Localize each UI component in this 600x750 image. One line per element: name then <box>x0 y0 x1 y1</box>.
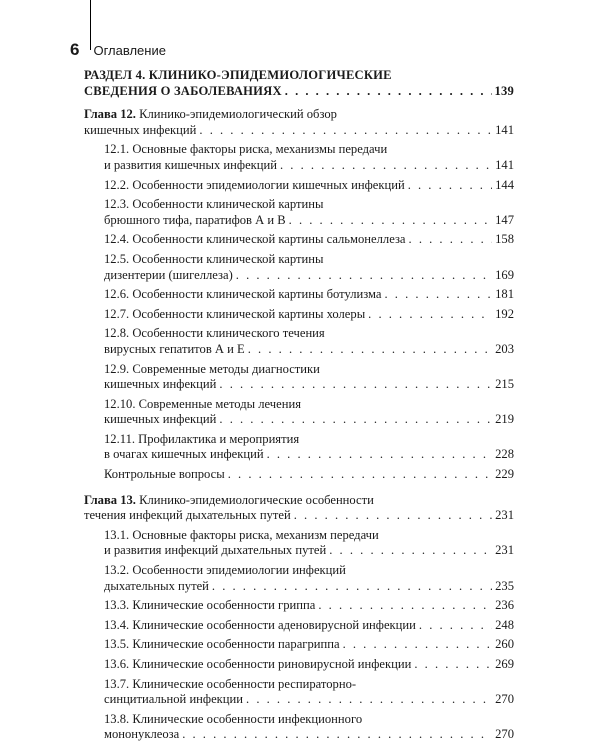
item-title: 12.7. Особенности клинической картины холеры <box>104 306 366 321</box>
item-title-cont: дизентерии (шигеллеза) <box>104 267 233 282</box>
item-title: 12.3. Особенности клинической картины <box>104 197 324 212</box>
table-of-contents <box>84 68 514 743</box>
chapter-label: Глава 13. <box>84 492 136 507</box>
dot-leader <box>368 307 492 323</box>
chapter-page: 231 <box>495 508 514 523</box>
chapter-title-cont: кишечных инфекций <box>84 122 197 137</box>
item-title: 13.8. Клинические особенности инфекционного <box>104 711 363 726</box>
item-title-cont: мононуклеоза <box>104 727 180 742</box>
running-title: Оглавление <box>93 43 166 58</box>
dot-leader <box>318 598 492 614</box>
item-title-cont: и развития инфекций дыхательных путей <box>104 543 327 558</box>
item-title-cont: синцитиальной инфекции <box>104 692 244 707</box>
item-title: 13.3. Клинические особенности гриппа <box>104 598 316 613</box>
item-page: 270 <box>495 727 514 742</box>
toc-item <box>84 637 514 653</box>
dot-leader <box>199 123 492 139</box>
toc-item <box>84 326 514 357</box>
item-page: 269 <box>495 657 514 671</box>
toc-item <box>84 362 514 393</box>
toc-chapter <box>84 493 514 524</box>
item-title: 12.5. Особенности клинической картины <box>104 251 324 266</box>
item-title: 13.4. Клинические особенности аденовирусной инфекции <box>104 617 416 632</box>
dot-leader <box>236 268 492 284</box>
dot-leader <box>182 727 492 743</box>
item-title-cont: в очагах кишечных инфекций <box>104 447 264 462</box>
dot-leader <box>212 579 492 595</box>
item-title: Контрольные вопросы <box>104 467 225 482</box>
dot-leader <box>219 412 492 428</box>
toc-item <box>84 287 514 303</box>
dot-leader <box>228 467 492 483</box>
toc-item <box>84 598 514 614</box>
dot-leader <box>289 213 492 229</box>
toc-item <box>84 528 514 559</box>
item-title-cont: дыхательных путей <box>104 578 209 593</box>
dot-leader <box>414 657 492 673</box>
chapter-title-cont: течения инфекций дыхательных путей <box>84 508 291 523</box>
item-title: 12.9. Современные методы диагностики <box>104 361 320 376</box>
toc-item <box>84 232 514 248</box>
chapter-title: Клинико-эпидемиологический обзор <box>139 107 337 122</box>
dot-leader <box>294 508 492 524</box>
item-title: 12.8. Особенности клинического течения <box>104 326 325 341</box>
dot-leader <box>280 158 492 174</box>
item-page: 147 <box>495 212 514 227</box>
item-title-cont: и развития кишечных инфекций <box>104 157 277 172</box>
toc-item <box>84 677 514 708</box>
toc-chapter <box>84 107 514 138</box>
item-title-cont: вирусных гепатитов А и Е <box>104 341 245 356</box>
item-page: 215 <box>495 377 514 392</box>
item-page: 260 <box>495 637 514 652</box>
item-title: 12.11. Профилактика и мероприятия <box>104 431 300 446</box>
dot-leader <box>246 692 492 708</box>
dot-leader <box>408 178 492 194</box>
toc-item <box>84 657 514 673</box>
item-title: 13.6. Клинические особенности риновирусной инфекции <box>104 657 412 671</box>
toc-item <box>84 252 514 283</box>
item-page: 248 <box>495 617 514 632</box>
section-title-line1: РАЗДЕЛ 4. КЛИНИКО-ЭПИДЕМИОЛОГИЧЕСКИЕ <box>84 68 392 82</box>
item-page: 270 <box>495 692 514 707</box>
chapter-title: Клинико-эпидемиологические особенности <box>139 492 374 507</box>
dot-leader <box>285 84 492 100</box>
toc-item <box>84 712 514 743</box>
toc-item <box>84 618 514 634</box>
item-page: 203 <box>495 341 514 356</box>
running-header <box>70 40 166 60</box>
item-title: 13.7. Клинические особенности респираторно- <box>104 676 357 691</box>
dot-leader <box>409 232 493 248</box>
item-page: 181 <box>495 287 514 302</box>
item-title: 12.6. Особенности клинической картины ботулизма <box>104 287 382 302</box>
toc-item <box>84 307 514 323</box>
item-title: 12.2. Особенности эпидемиологии кишечных инфекций <box>104 177 405 192</box>
chapter-label: Глава 12. <box>84 107 136 122</box>
item-page: 141 <box>495 157 514 172</box>
section-title-line2: СВЕДЕНИЯ О ЗАБОЛЕВАНИЯХ <box>84 83 282 98</box>
dot-leader <box>329 543 492 559</box>
item-page: 144 <box>495 177 514 192</box>
item-page: 192 <box>495 306 514 321</box>
toc-item <box>84 467 514 483</box>
item-page: 231 <box>495 543 514 558</box>
item-title: 12.4. Особенности клинической картины сальмонеллеза <box>104 232 406 247</box>
toc-item <box>84 142 514 173</box>
toc-section <box>84 68 514 99</box>
item-title: 12.10. Современные методы лечения <box>104 396 302 411</box>
dot-leader <box>343 637 493 653</box>
item-title-cont: брюшного тифа, паратифов А и В <box>104 212 286 227</box>
toc-item <box>84 432 514 463</box>
dot-leader <box>267 447 493 463</box>
dot-leader <box>248 342 492 358</box>
item-title-cont: кишечных инфекций <box>104 377 217 392</box>
dot-leader <box>219 377 492 393</box>
toc-item <box>84 397 514 428</box>
item-title: 13.2. Особенности эпидемиологии инфекций <box>104 563 346 578</box>
dot-leader <box>419 618 492 634</box>
item-title-cont: кишечных инфекций <box>104 412 217 427</box>
item-page: 158 <box>495 232 514 247</box>
toc-item <box>84 563 514 594</box>
dot-leader <box>385 287 493 303</box>
toc-item <box>84 197 514 228</box>
section-page: 139 <box>494 83 514 98</box>
page-number: 6 <box>70 40 80 59</box>
toc-item <box>84 178 514 194</box>
item-page: 219 <box>495 412 514 427</box>
item-title: 13.1. Основные факторы риска, механизм передачи <box>104 527 379 542</box>
item-page: 228 <box>495 447 514 462</box>
item-page: 169 <box>495 267 514 282</box>
item-title: 12.1. Основные факторы риска, механизмы передачи <box>104 142 388 157</box>
item-page: 235 <box>495 578 514 593</box>
item-page: 229 <box>495 467 514 482</box>
chapter-page: 141 <box>495 122 514 137</box>
item-page: 236 <box>495 598 514 613</box>
item-title: 13.5. Клинические особенности парагриппа <box>104 637 340 652</box>
